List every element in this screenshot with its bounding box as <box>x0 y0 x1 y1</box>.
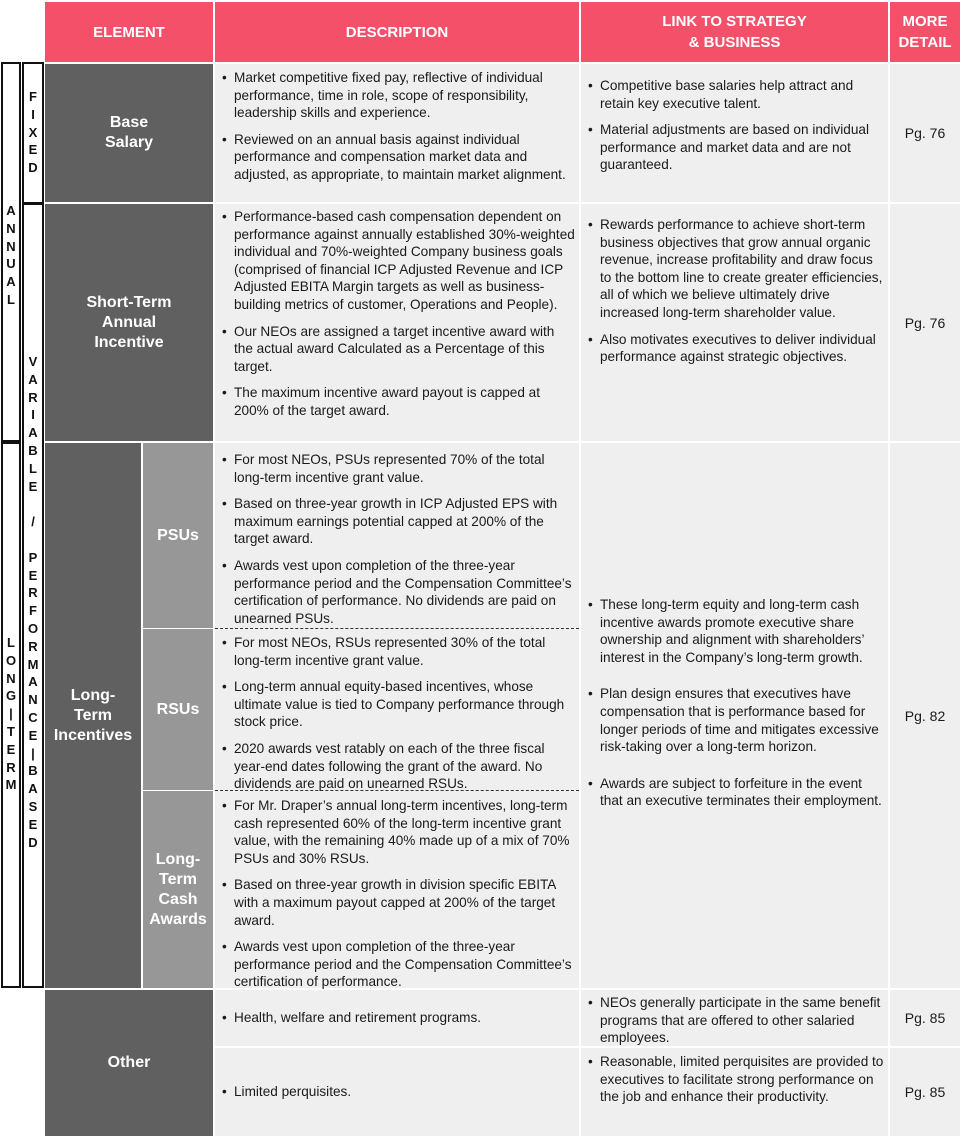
link-bullet: • Also motivates executives to deliver individual performance against strategic objectives. <box>586 331 884 366</box>
description-bullet: • 2020 awards vest ratably on each of the three fiscal year-end dates following the grant of the award. No dividends are paid on unearned RSUs. <box>220 740 575 793</box>
description-bullet: • Health, welfare and retirement programs. <box>220 1009 481 1027</box>
link-bullet: • Plan design ensures that executives have compensation that is performance based for longer periods of time and mitigates excessive risk-taking over a long-term horizon. <box>586 685 886 755</box>
description-bullet: • For Mr. Draper’s annual long-term incentives, long-term cash represented 60% of the long-term incentive grant value, with the remaining 40% made up of a mix of 70% PSUs and 30% RSUs. <box>220 797 575 867</box>
rsus-cash-divider <box>215 790 579 791</box>
link-bullet-list <box>586 596 886 810</box>
header-description <box>215 2 579 62</box>
description-bullet-list <box>220 208 575 420</box>
long-term-label-line1: Long- <box>70 686 116 704</box>
long-term-description <box>215 443 579 988</box>
cash-description <box>220 797 575 991</box>
cash-label-line2: Term <box>159 870 197 888</box>
long-term-side-label: L O N G | T E R M <box>5 635 17 793</box>
header-element-label: ELEMENT <box>93 23 165 41</box>
annual-side-label: A N N U A L <box>6 203 16 307</box>
long-term-label-line3: Incentives <box>53 726 133 744</box>
description-bullet: • For most NEOs, PSUs represented 70% of the total long-term incentive grant value. <box>220 451 575 486</box>
link-bullet: • Rewards performance to achieve short-term business objectives that grow annual organic revenue, increase profitability and draw focus to the bottom line to create greater efficiencies, all of which we believe ultimately drive increased long-term shareholder value. <box>586 216 884 322</box>
short-term-page-ref <box>890 204 960 441</box>
base-salary-label-line1: Base <box>109 114 149 131</box>
description-bullet: • Awards vest upon completion of the three-year performance period and the Compensation Committee’s certification of performance. No dividends are paid on unearned PSUs. <box>220 557 575 627</box>
description-bullet: • Market competitive fixed pay, reflective of individual performance, time in role, scope of responsibility, leadership skills and experience. <box>220 69 575 122</box>
link-bullet: • Reasonable, limited perquisites are provided to executives to facilitate strong performance on the job and enhance their productivity. <box>586 1053 884 1106</box>
short-term-label-line1: Short-Term <box>86 293 172 311</box>
description-bullet: • For most NEOs, RSUs represented 30% of the total long-term incentive grant value. <box>220 634 575 669</box>
element-psus <box>143 443 213 628</box>
variable-side-label: V A R I A B L E / P E R F O R M A N C E | B A S E D <box>27 354 39 850</box>
element-long-term-incentives <box>45 443 141 988</box>
long-term-link <box>581 443 888 988</box>
short-term-link <box>581 204 888 441</box>
other-label: Other <box>107 1054 151 1071</box>
link-bullet-list <box>586 77 884 174</box>
base-salary-link <box>581 64 888 202</box>
description-bullet-list <box>220 451 575 627</box>
header-description-label: DESCRIPTION <box>345 23 449 41</box>
description-bullet: • Based on three-year growth in division specific EBITA with a maximum payout capped at 200% of the target award. <box>220 876 575 929</box>
page-ref-text: Pg. 85 <box>904 1010 946 1026</box>
header-link-line1: LINK TO STRATEGY <box>662 13 807 30</box>
element-short-term-incentive <box>45 204 213 441</box>
header-link-line2: & BUSINESS <box>688 34 781 51</box>
psus-rsus-divider <box>215 628 579 629</box>
rsus-label: RSUs <box>156 700 200 718</box>
header-more-line1: MORE <box>902 13 948 30</box>
element-rsus <box>143 629 213 790</box>
description-bullet: • Performance-based cash compensation dependent on performance against annually established 30%-weighted individual and 70%-weighted Company business goals (comprised of financial ICP Adjusted Revenue and ICP Adjusted EBITA Margin targets as well as business-building metrics of customer, Operations and People). <box>220 208 575 314</box>
other-health-link <box>581 990 888 1046</box>
element-long-term-cash-awards <box>143 791 213 988</box>
base-salary-label-line2: Salary <box>104 134 154 151</box>
base-salary-page-ref <box>890 64 960 202</box>
fixed-side-box <box>22 62 44 204</box>
page-ref-text: Pg. 76 <box>904 125 946 141</box>
description-bullet: • Based on three-year growth in ICP Adjusted EPS with maximum earnings potential capped at 200% of the target award. <box>220 495 575 548</box>
annual-side-box <box>1 62 21 442</box>
base-salary-description <box>215 64 579 202</box>
header-more-detail <box>890 2 960 62</box>
rsus-description <box>220 634 575 793</box>
fixed-side-label: F I X E D <box>28 89 38 176</box>
long-term-link-list <box>586 596 886 829</box>
description-bullet-list <box>220 797 575 991</box>
link-bullet: • Material adjustments are based on individual performance and market data and are not guaranteed. <box>586 121 884 174</box>
long-term-page-ref <box>890 443 960 988</box>
page-ref-text: Pg. 85 <box>904 1084 946 1100</box>
link-bullet: • Competitive base salaries help attract and retain key executive talent. <box>586 77 884 112</box>
other-perqs-page-ref <box>890 1048 960 1136</box>
page-ref-text: Pg. 76 <box>904 314 946 331</box>
header-link-strategy <box>581 2 888 62</box>
variable-side-box <box>22 203 44 988</box>
link-bullet-list <box>586 216 884 366</box>
header-element <box>45 2 213 62</box>
cash-label-line1: Long- <box>155 850 201 868</box>
description-bullet: • Awards vest upon completion of the three-year performance period and the Compensation Committee’s certification of performance. <box>220 938 575 991</box>
long-term-side-box <box>1 442 21 988</box>
element-base-salary <box>45 64 213 202</box>
other-perqs-description <box>215 1048 579 1136</box>
description-bullet: • The maximum incentive award payout is capped at 200% of the target award. <box>220 384 575 419</box>
element-other <box>45 990 213 1136</box>
description-bullet: • Long-term annual equity-based incentives, whose ultimate value is tied to Company performance through stock price. <box>220 678 575 731</box>
short-term-label-line3: Incentive <box>94 333 164 351</box>
psus-description <box>220 451 575 627</box>
short-term-description <box>215 204 579 441</box>
description-bullet: • Limited perquisites. <box>220 1083 351 1101</box>
link-bullet: • These long-term equity and long-term cash incentive awards promote executive share ownership and alignment with shareholders’ interest in the Company’s long-term growth. <box>586 596 886 666</box>
page-ref-text: Pg. 82 <box>904 707 946 724</box>
long-term-label-line2: Term <box>74 706 112 724</box>
description-bullet-list <box>220 634 575 793</box>
cash-label-line4: Awards <box>149 910 207 928</box>
description-bullet-list <box>220 69 575 184</box>
link-bullet: • NEOs generally participate in the same benefit programs that are offered to other salaried employees. <box>586 994 884 1047</box>
description-bullet: • Reviewed on an annual basis against individual performance and compensation market data and adjusted, as appropriate, to maintain market alignment. <box>220 131 575 184</box>
cash-label-line3: Cash <box>158 890 198 908</box>
other-health-page-ref <box>890 990 960 1046</box>
description-bullet: • Our NEOs are assigned a target incentive award with the actual award Calculated as a Percentage of this target. <box>220 323 575 376</box>
header-more-line2: DETAIL <box>898 34 952 51</box>
psus-label: PSUs <box>157 526 199 544</box>
short-term-label-line2: Annual <box>101 313 157 331</box>
other-health-description <box>215 990 579 1046</box>
link-bullet: • Awards are subject to forfeiture in the event that an executive terminates their employment. <box>586 775 886 810</box>
other-perqs-link <box>581 1048 888 1136</box>
